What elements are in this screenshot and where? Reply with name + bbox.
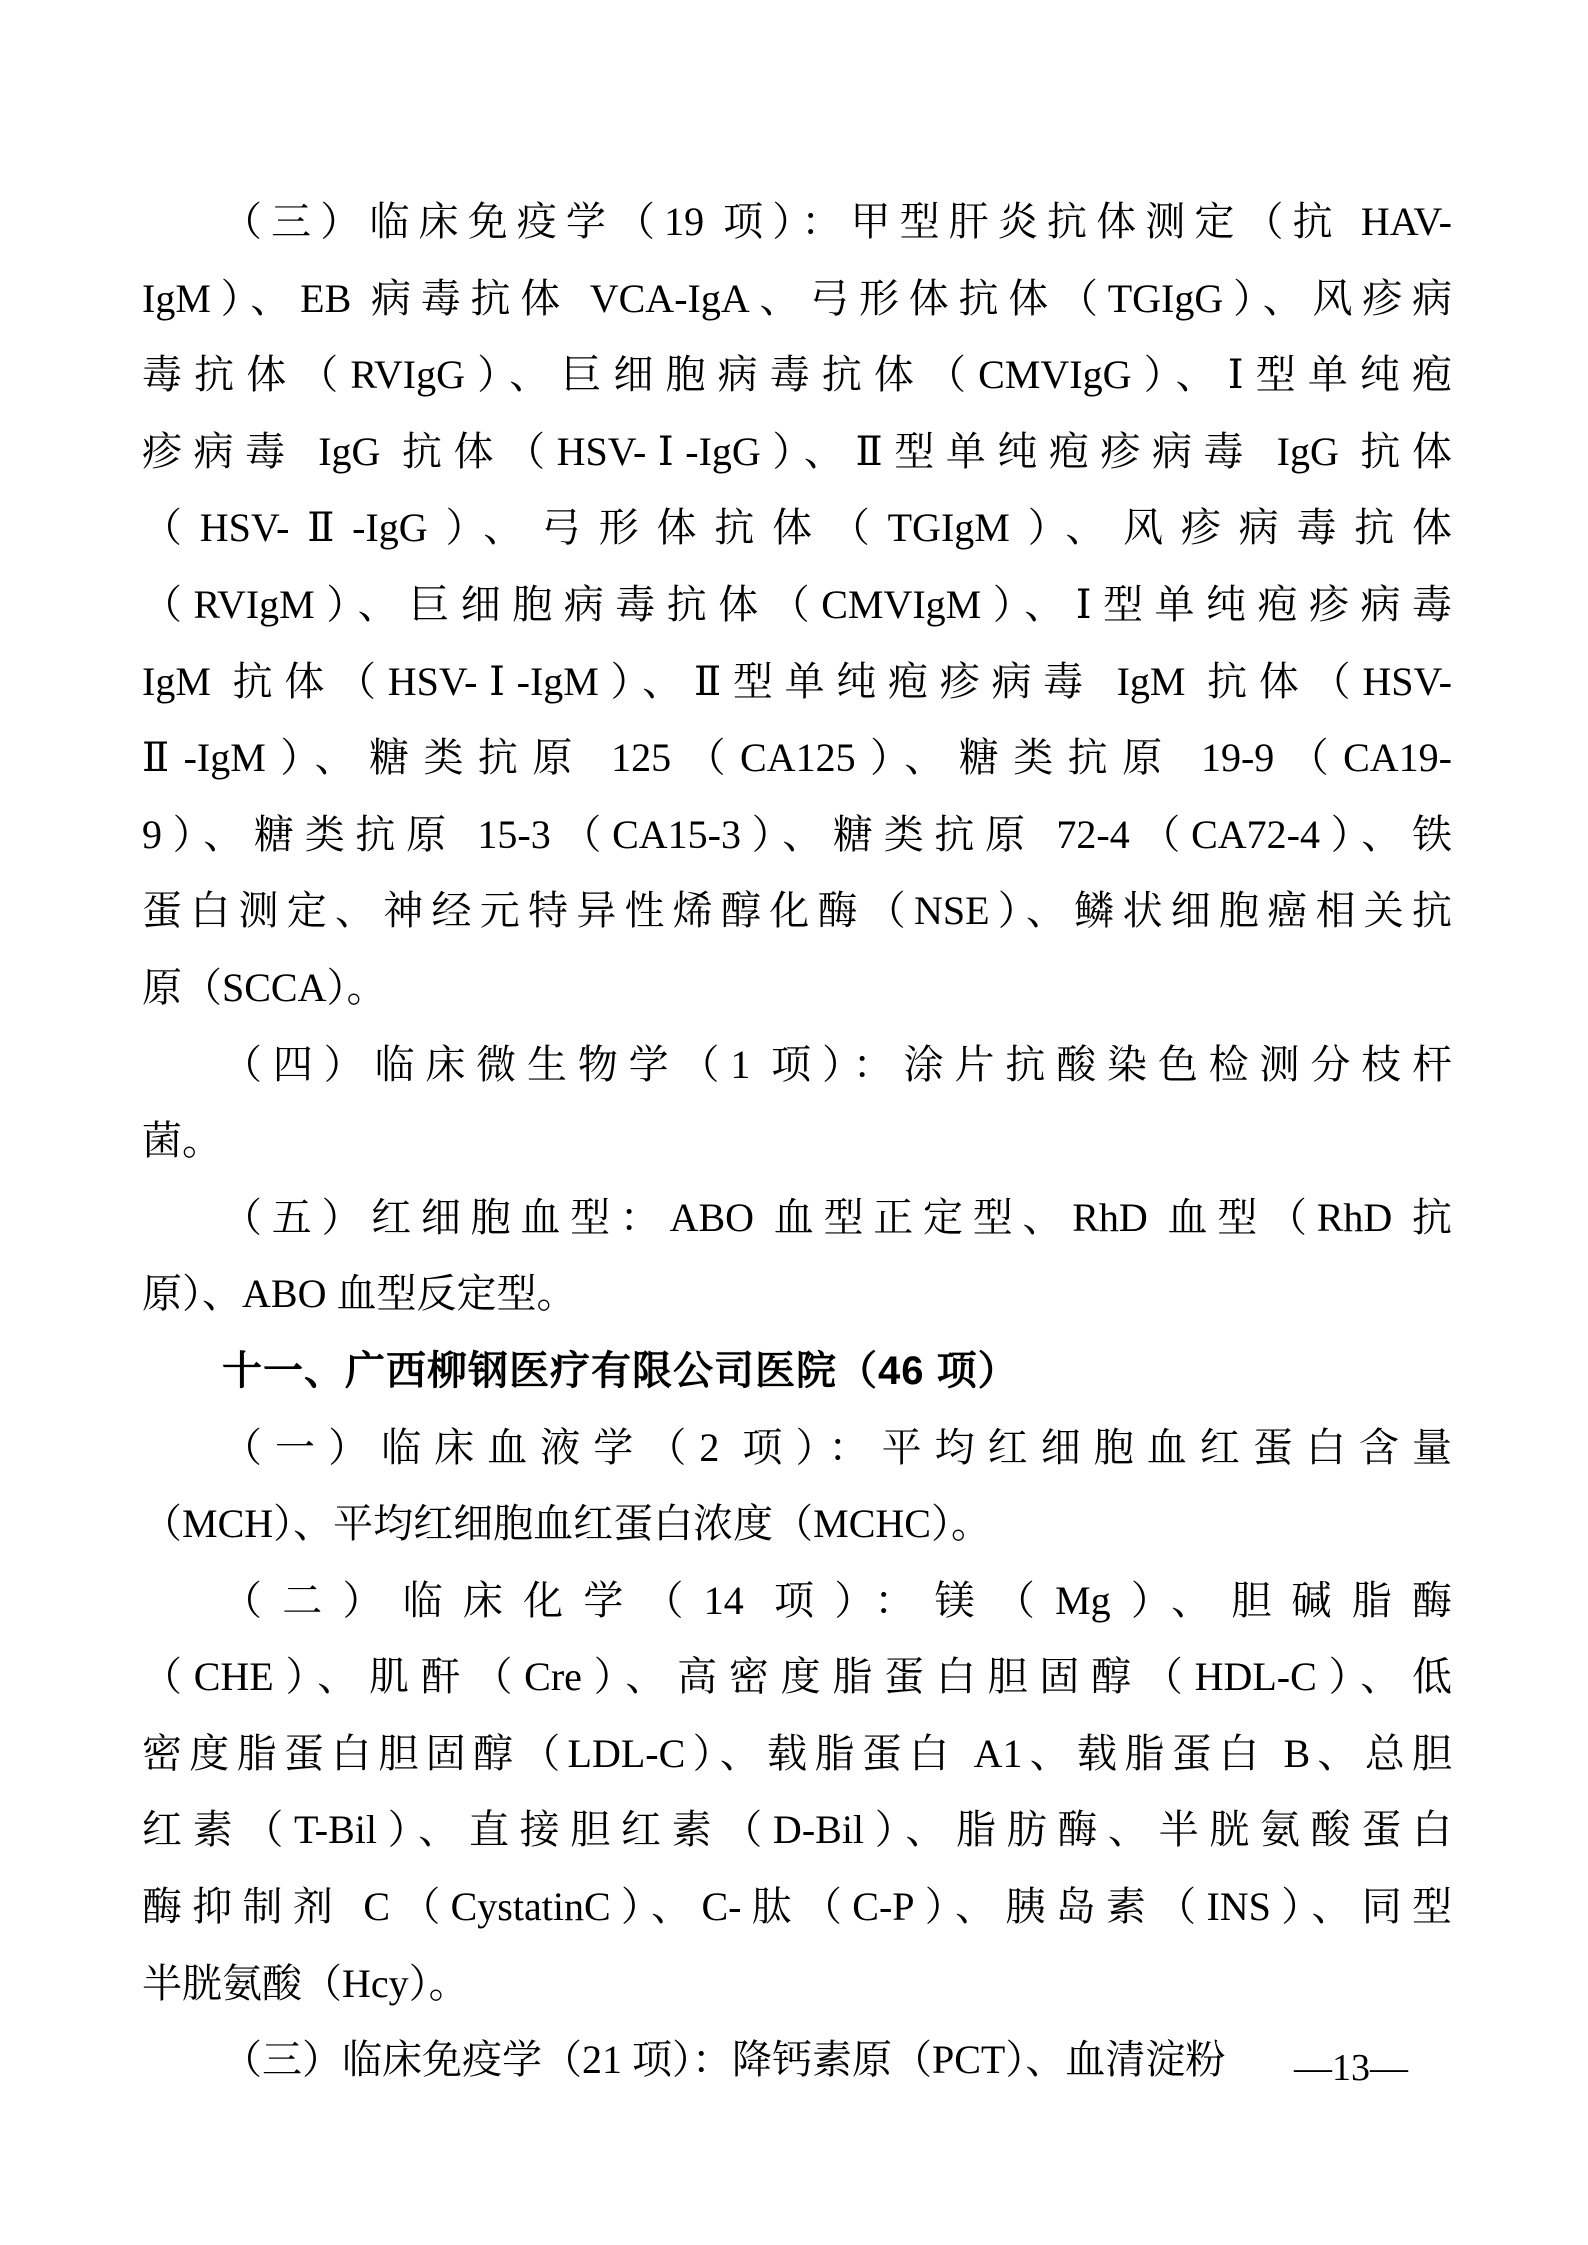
document-line: （四）临床微生物学（1 项）：涂片抗酸染色检测分枝杆 xyxy=(222,1041,1452,1087)
document-line: 密度脂蛋白胆固醇（LDL-C）、载脂蛋白 A1、载脂蛋白 B、总胆 xyxy=(142,1730,1452,1776)
document-line: 9）、糖类抗原 15-3（CA15-3）、糖类抗原 72-4（CA72-4）、铁 xyxy=(142,811,1452,857)
document-line: IgM 抗体（HSV-Ⅰ-IgM）、Ⅱ型单纯疱疹病毒 IgM 抗体（HSV- xyxy=(142,658,1452,704)
document-line: 酶抑制剂 C（CystatinC）、C-肽（C-P）、胰岛素（INS）、同型 xyxy=(142,1884,1452,1930)
document-line: 菌。 xyxy=(142,1118,222,1164)
document-line: （HSV-Ⅱ-IgG）、弓形体抗体（TGIgM）、风疹病毒抗体 xyxy=(142,505,1452,551)
document-line: （三）临床免疫学（21 项）：降钙素原（PCT）、血清淀粉 xyxy=(222,2037,1226,2083)
document-line: （RVIgM）、巨细胞病毒抗体（CMVIgM）、Ⅰ型单纯疱疹病毒 xyxy=(142,581,1452,627)
page-number: —13— xyxy=(1294,2047,1408,2089)
document-line: 原（SCCA）。 xyxy=(142,964,387,1010)
document-line: IgM）、EB 病毒抗体 VCA-IgA、弓形体抗体（TGIgG）、风疹病 xyxy=(142,275,1452,321)
document-line: （MCH）、平均红细胞血红蛋白浓度（MCHC）。 xyxy=(142,1501,991,1547)
document-line: 蛋白测定、神经元特异性烯醇化酶（NSE）、鳞状细胞癌相关抗 xyxy=(142,888,1452,934)
document-body xyxy=(142,184,1452,2099)
document-line: （二）临床化学（14 项）：镁（Mg）、胆碱脂酶 xyxy=(222,1577,1452,1623)
document-line: 疹病毒 IgG 抗体（HSV-Ⅰ-IgG）、Ⅱ型单纯疱疹病毒 IgG 抗体 xyxy=(142,428,1452,474)
document-line: （CHE）、肌酐（Cre）、高密度脂蛋白胆固醇（HDL-C）、低 xyxy=(142,1654,1452,1700)
document-line: 红素（T-Bil）、直接胆红素（D-Bil）、脂肪酶、半胱氨酸蛋白 xyxy=(142,1807,1452,1853)
document-line: （一）临床血液学（2 项）：平均红细胞血红蛋白含量 xyxy=(222,1424,1452,1470)
document-line: Ⅱ-IgM）、糖类抗原 125（CA125）、糖类抗原 19-9（CA19- xyxy=(142,735,1452,781)
document-line: （五）红细胞血型：ABO 血型正定型、RhD 血型（RhD 抗 xyxy=(222,1194,1452,1240)
document-line: （三）临床免疫学（19 项）：甲型肝炎抗体测定（抗 HAV- xyxy=(222,199,1452,244)
document-line: 半胱氨酸（Hcy）。 xyxy=(142,1960,469,2006)
document-line: 原）、ABO 血型反定型。 xyxy=(142,1271,577,1317)
document-line: 毒抗体（RVIgG）、巨细胞病毒抗体（CMVIgG）、Ⅰ型单纯疱 xyxy=(142,352,1452,398)
section-heading: 十一、广西柳钢医疗有限公司医院（46 项） xyxy=(222,1348,1019,1393)
